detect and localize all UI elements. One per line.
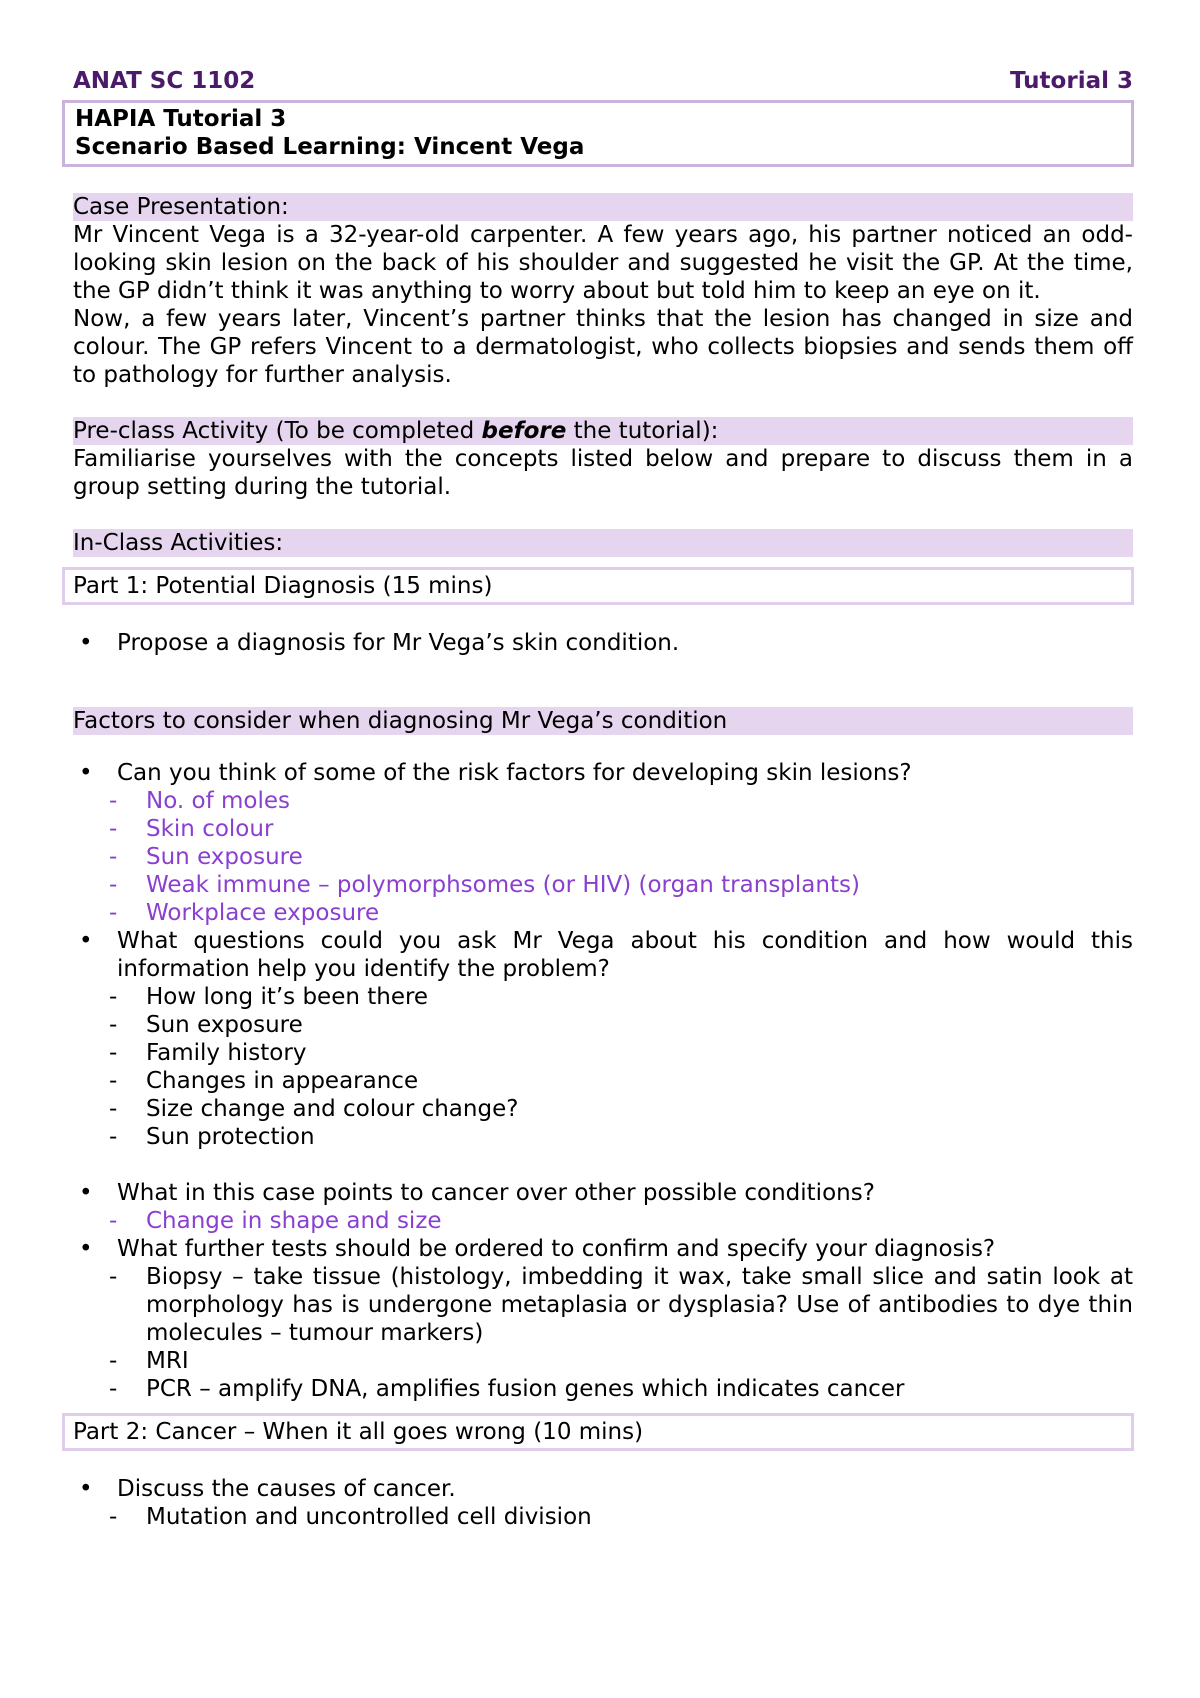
- part2-answer: - Mutation and uncontrolled cell division: [73, 1503, 1133, 1531]
- part2-list: [73, 1475, 1133, 1531]
- part2-bullet: • Discuss the causes of cancer.: [73, 1475, 1133, 1503]
- q1-answer: - Sun exposure: [73, 843, 1133, 871]
- tutorial-label: Tutorial 3: [1010, 68, 1133, 94]
- q2-answer: - Sun exposure: [73, 1011, 1133, 1039]
- inclass-heading: In-Class Activities:: [73, 529, 1133, 557]
- q4-answer: - MRI: [73, 1347, 1133, 1375]
- case-heading: Case Presentation:: [73, 193, 1133, 221]
- question-4: • What further tests should be ordered to confirm and specify your diagnosis?: [73, 1235, 1133, 1263]
- preclass-text: Familiarise yourselves with the concepts listed below and prepare to discuss them in a group setting during the tutorial.: [73, 446, 1133, 500]
- q2-answer: - Sun protection: [73, 1123, 1133, 1151]
- case-paragraph-2: Now, a few years later, Vincent’s partner thinks that the lesion has changed in size and colour. The GP refers Vincent to a dermatologist, who collects biopsies and sends them off to pathology for further analysis.: [73, 306, 1133, 388]
- preclass-heading-pre: Pre-class Activity (To be completed: [73, 418, 482, 444]
- q1-answer: - Weak immune – polymorphsomes (or HIV) (organ transplants): [73, 871, 1133, 899]
- page-header: [73, 68, 1133, 100]
- q4-answer: - PCR – amplify DNA, amplifies fusion genes which indicates cancer: [73, 1375, 1133, 1403]
- q3-answer: - Change in shape and size: [73, 1207, 1133, 1235]
- q2-answer: - Changes in appearance: [73, 1067, 1133, 1095]
- preclass-heading-post: the tutorial):: [566, 418, 719, 444]
- q1-answer: - Skin colour: [73, 815, 1133, 843]
- q1-answer: - No. of moles: [73, 787, 1133, 815]
- factors-heading: Factors to consider when diagnosing Mr Vega’s condition: [73, 707, 1133, 735]
- case-paragraph-1: Mr Vincent Vega is a 32-year-old carpenter. A few years ago, his partner noticed an odd-looking skin lesion on the back of his shoulder and suggested he visit the GP. At the time, the GP didn’t think it was anything to worry about but told him to keep an eye on it.: [73, 222, 1133, 304]
- document-content: [73, 68, 1133, 1531]
- title-line-2: Scenario Based Learning: Vincent Vega: [75, 134, 585, 160]
- q2-answer: - How long it’s been there: [73, 983, 1133, 1011]
- part1-bullet: • Propose a diagnosis for Mr Vega’s skin condition.: [73, 629, 1133, 657]
- title-box: [62, 100, 1134, 167]
- question-3: • What in this case points to cancer over other possible conditions?: [73, 1179, 1133, 1207]
- q2-answer: - Family history: [73, 1039, 1133, 1067]
- part1-heading: Part 1: Potential Diagnosis (15 mins): [62, 567, 1134, 605]
- preclass-heading-emphasis: before: [481, 418, 567, 444]
- q2-answer: - Size change and colour change?: [73, 1095, 1133, 1123]
- question-2: • What questions could you ask Mr Vega about his condition and how would this information help you identify the problem?: [73, 927, 1133, 983]
- q1-answer: - Workplace exposure: [73, 899, 1133, 927]
- part1-list: [73, 629, 1133, 657]
- preclass-heading: [73, 417, 1133, 445]
- factors-list: [73, 759, 1133, 1151]
- q4-answer: - Biopsy – take tissue (histology, imbedding it wax, take small slice and satin look at morphology has is undergone metaplasia or dysplasia? Use of antibodies to dye thin molecules – tumour markers): [73, 1263, 1133, 1347]
- course-code: ANAT SC 1102: [73, 68, 256, 94]
- factors-list-2: [73, 1179, 1133, 1403]
- question-1: • Can you think of some of the risk factors for developing skin lesions?: [73, 759, 1133, 787]
- part2-heading: Part 2: Cancer – When it all goes wrong (10 mins): [62, 1413, 1134, 1451]
- title-line-1: HAPIA Tutorial 3: [75, 106, 287, 132]
